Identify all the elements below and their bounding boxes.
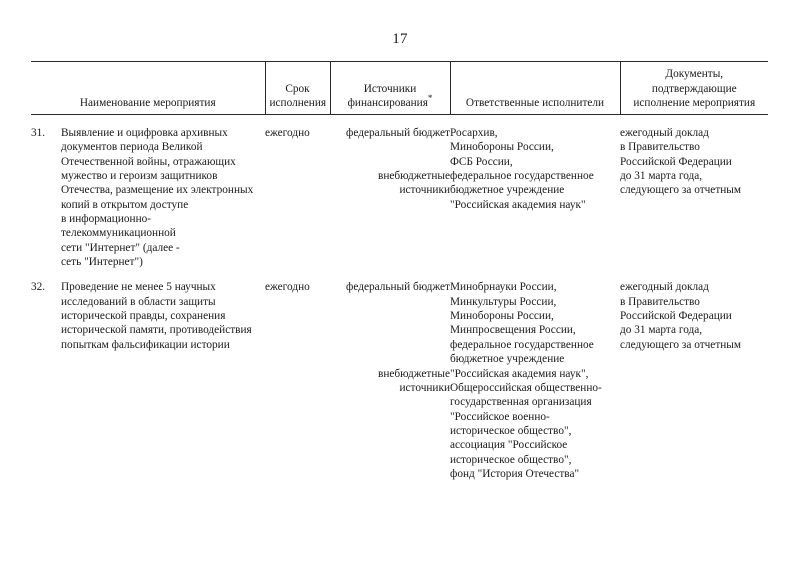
source-line: источники (399, 184, 450, 197)
responsible-line: Росархив, (450, 127, 498, 139)
responsible-line: ассоциация "Российское (450, 439, 568, 452)
event-line: копий в открытом доступе (61, 198, 189, 211)
spacer-cell (450, 269, 620, 280)
event-line: Отечества, размещение их электронных (61, 184, 254, 197)
row-number-cell (31, 280, 61, 481)
responsible-line: государственная организация (450, 396, 592, 409)
row-event-cell (61, 280, 265, 481)
term-line: ежегодно (265, 127, 310, 139)
responsible-line: Минобороны России, (450, 141, 554, 154)
column-header-documents (620, 62, 768, 115)
spacer-cell (330, 115, 450, 127)
responsible-line: историческое общество", (450, 424, 572, 437)
responsible-line: "Российская академия наук", (450, 367, 589, 380)
event-line: Выявление и оцифровка архивных (61, 127, 228, 139)
documents-line: ежегодный доклад (620, 127, 709, 139)
documents-line: в Правительство (620, 295, 700, 308)
spacer-cell (31, 115, 61, 127)
row-number: 31. (31, 127, 46, 139)
responsible-line: Минпросвещения России, (450, 324, 576, 337)
documents-line: в Правительство (620, 141, 700, 154)
table-row (31, 126, 768, 269)
spacer-cell (31, 269, 61, 280)
table-header (31, 62, 768, 115)
row-documents-cell (620, 126, 768, 269)
documents-line: следующего за отчетным (620, 338, 742, 351)
row-source-cell (330, 280, 450, 481)
activities-table (31, 61, 768, 481)
column-header-responsible-label: Ответственные исполнители (465, 96, 605, 109)
column-header-term-line-1: Срок (285, 82, 310, 95)
source-line: федеральный бюджет (346, 127, 450, 139)
source-line: источники (399, 381, 450, 394)
row-documents-cell (620, 280, 768, 481)
responsible-line: ФСБ России, (450, 155, 513, 168)
documents-line: до 31 марта года, (620, 324, 703, 337)
table-row (31, 280, 768, 481)
spacer-cell (265, 115, 330, 127)
responsible-line: фонд "История Отечества" (450, 467, 580, 480)
responsible-line: "Российское военно- (450, 410, 550, 423)
event-line: документов периода Великой (61, 141, 203, 154)
event-line: исследований в области защиты (61, 295, 216, 308)
row-top-spacer (31, 115, 768, 127)
row-source-cell (330, 126, 450, 269)
spacer-cell (61, 269, 265, 280)
row-term-cell (265, 280, 330, 481)
spacer-cell (620, 269, 768, 280)
documents-line: до 31 марта года, (620, 170, 703, 183)
spacer-cell (61, 115, 265, 127)
column-header-source-line-2 (335, 93, 446, 110)
responsible-line: бюджетное учреждение (450, 184, 565, 197)
documents-line: Российской Федерации (620, 310, 732, 323)
source-line: внебюджетные (377, 170, 450, 183)
responsible-line: федеральное государственное (450, 338, 594, 351)
event-line: исторической памяти, противодействия (61, 324, 252, 337)
event-line: мужество и героизм защитников (61, 170, 218, 183)
responsible-line: бюджетное учреждение (450, 353, 565, 366)
event-line: исторической правды, сохранения (61, 310, 226, 323)
column-header-source-line-1: Источники (363, 82, 417, 95)
event-line: Отечественной войны, отражающих (61, 155, 236, 168)
responsible-line: "Российская академия наук" (450, 198, 586, 211)
spacer-cell (450, 115, 620, 127)
responsible-line: федеральное государственное (450, 170, 594, 183)
footnote-asterisk-marker: * (427, 93, 433, 104)
documents-line: Российской Федерации (620, 155, 732, 168)
event-line: сети "Интернет" (далее - (61, 241, 180, 254)
table-body (31, 115, 768, 482)
column-header-term-line-2: исполнения (269, 96, 327, 109)
row-gap-spacer (31, 269, 768, 280)
table-header-row (31, 62, 768, 115)
row-event-cell (61, 126, 265, 269)
row-term-cell (265, 126, 330, 269)
event-line: попыткам фальсификации истории (61, 338, 230, 351)
column-header-event (31, 62, 265, 115)
column-header-responsible (450, 62, 620, 115)
column-header-documents-line-2: подтверждающие (651, 82, 737, 95)
term-line: ежегодно (265, 281, 310, 294)
page-number: 17 (392, 31, 408, 47)
source-line: федеральный бюджет (346, 281, 450, 294)
column-header-documents-line-1: Документы, (665, 68, 724, 81)
row-number-cell (31, 126, 61, 269)
column-header-source (330, 62, 450, 115)
row-responsible-cell (450, 126, 620, 269)
column-header-source-line-2-text: финансирования (347, 96, 428, 109)
spacer-cell (330, 269, 450, 280)
event-line: в информационно- (61, 213, 152, 226)
event-line: Проведение не менее 5 научных (61, 281, 216, 294)
column-header-documents-line-3: исполнение мероприятия (633, 96, 756, 109)
responsible-line: Минкультуры России, (450, 295, 557, 308)
row-responsible-cell (450, 280, 620, 481)
documents-line: следующего за отчетным (620, 184, 742, 197)
source-line: внебюджетные (377, 367, 450, 380)
documents-line: ежегодный доклад (620, 281, 709, 294)
event-line: телекоммуникационной (61, 227, 176, 240)
column-header-event-label: Наименование мероприятия (79, 96, 216, 109)
spacer-cell (620, 115, 768, 127)
responsible-line: Общероссийская общественно- (450, 381, 602, 394)
spacer-cell (265, 269, 330, 280)
row-number: 32. (31, 281, 46, 294)
responsible-line: историческое общество", (450, 453, 572, 466)
responsible-line: Минобрнауки России, (450, 281, 557, 294)
event-line: сеть "Интернет") (61, 256, 143, 269)
column-header-term (265, 62, 330, 115)
responsible-line: Минобороны России, (450, 310, 554, 323)
